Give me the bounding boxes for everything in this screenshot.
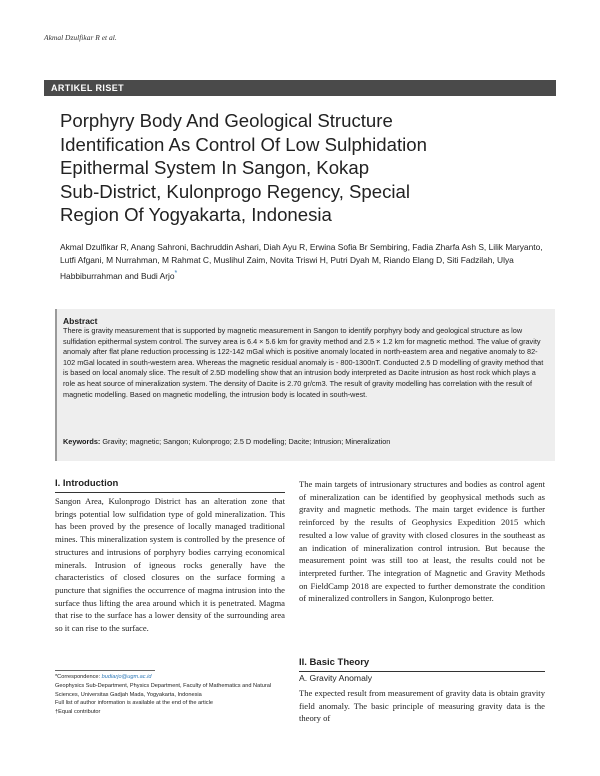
keywords [63, 437, 548, 448]
basic-theory-heading: II. Basic Theory [299, 657, 370, 668]
footnotes [55, 673, 285, 717]
abstract-heading: Abstract [63, 316, 98, 326]
introduction-heading: I. Introduction [55, 478, 119, 489]
section-divider [55, 492, 285, 493]
footnote-divider [55, 670, 155, 671]
title-line: Sub-District, Kulonprogo Regency, Special [60, 180, 411, 202]
corresponding-author-mark[interactable]: * [174, 270, 178, 278]
gravity-anomaly-subheading: A. Gravity Anomaly [299, 673, 373, 683]
basic-theory-text: The expected result from measurement of gravity data is obtain gravity field anomaly. The basic principle of measuring gravity data is the theory of [299, 688, 545, 724]
introduction-continuation: The main targets of intrusionary structures and bodies as control agent of mineralization can be identified by geophysical methods such as gravity and magnetic methods. The main target evidence is further reinforced by the results of Geophysics Expedition 2015 which resulted a low value of gravity with closed closures in the southeast as an indication of mineralization control intrusion. But because the measurement point was still too at least, the results could not be interpreted further. The integration of Magnetic and Gravity Methods on FieldCamp 2018 are expected to further demonstrate the condition of mineralized controllers in Sangon, Kulonprogo better. [299, 479, 545, 604]
equal-contributor-note: †Equal contributor [55, 709, 101, 716]
author-list [60, 241, 560, 283]
author-info-note: Full list of author information is available at the end of the article [55, 700, 213, 707]
affiliation-note: Geophysics Sub-Department, Physics Department, Faculty of Mathematics and Natural Sciences, Universitas Gadjah Mada, Yogyakarta, Indonesia [55, 682, 272, 698]
title-line: Region Of Yogyakarta, Indonesia [60, 204, 332, 225]
section-label-bar: ARTIKEL RISET [44, 80, 556, 96]
correspondence-email-link[interactable]: budiarjo@ugm.ac.id [101, 674, 152, 680]
article-title [60, 109, 530, 227]
introduction-text: Sangon Area, Kulonprogo District has an alteration zone that brings potential low sulfidation type of gold mineralization. This has been proved by the presence of locally managed traditional mines. This mineralization system is controlled by the presence of structures and intrusions of porphyry bodies carrying economical minerals. Intrusion of igneous rocks generally have the characteristics of closed closures on the surface forming a puncture that signifies the occurrence of magma intrusion into the surface thus lifting the area around which it is penetrated. Magma that rise to the surface has a lower density of the surrounding area so it can rise to the surface. [55, 496, 285, 634]
keywords-label: Keywords: [63, 437, 101, 446]
title-line: Porphyry Body And Geological Structure [60, 110, 393, 131]
author-names: Akmal Dzulfikar R, Anang Sahroni, Bachruddin Ashari, Diah Ayu R, Erwina Sofia Br Sembiring, Fadia Zharfa Ash S, Lilik Maryanto, Lutfi Afgani, M Nurrahman, M Rahmat C, Muslihul Zaim, Novita Triswi H, Putri Dyah M, Riando Elang D, Siti Fadzilah, Ulya Habbiburrahman and Budi Arjo [60, 242, 543, 282]
keywords-list: Gravity; magnetic; Sangon; Kulonprogo; 2.5 D modelling; Dacite; Intrusion; Mineralization [102, 437, 391, 446]
running-head: Akmal Dzulfikar R et al. [44, 33, 117, 42]
title-line: Identification As Control Of Low Sulphidation [60, 133, 427, 155]
title-line: Epithermal System In Sangon, Kokap [60, 157, 370, 178]
correspondence-line [55, 673, 285, 682]
abstract-text: There is gravity measurement that is supported by magnetic measurement in Sangon to identify porphyry body and geological structure as low sulfidation epithermal system control. The survey area is 6.4 × 5.6 km for gravity method and 2.5 × 1.2 km for magnetic method. The value of gravity anomaly after flat plane reduction processing is 122-142 mGal which is positive anomaly located in north-eastern area and negative anomaly to 82-102 mGal located in south-western area. Whereas the magnetic residual anomaly is - 800-1300nT. Conducted 2.5 D modelling of gravity method that is based on local anomaly slice. The result of 2.5D modelling show that an intrusion body interpreted as Dacite intrusion as host rock which plays a role as heat source of mineralization system. The density of Dacite is 2.70 gr/cm3. The result of gravity modelling has correlation with the result of magnetic modelling. Based on magnetic modelling, the intrusion body is located in south-west. [63, 326, 544, 399]
correspondence-label: *Correspondence: [55, 674, 101, 680]
section-divider [299, 671, 545, 672]
